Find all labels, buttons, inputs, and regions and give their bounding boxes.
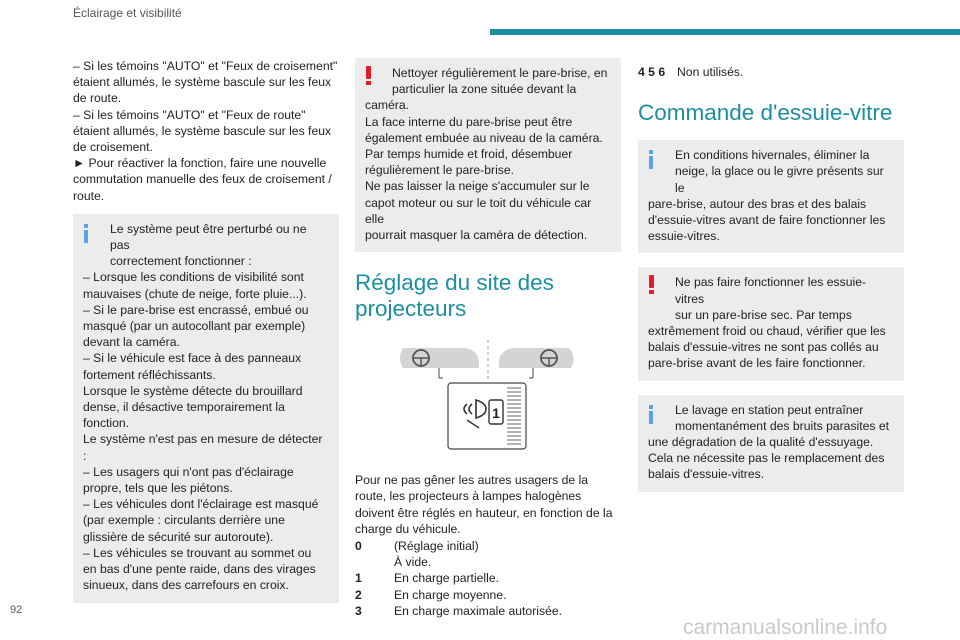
box-line: balais d'essuie-vitres ne sont pas collés au (648, 340, 879, 355)
legend-key: 3 (355, 603, 362, 618)
box-line: – Si le véhicule est face à des panneaux (83, 351, 302, 366)
body-text: Pour ne pas gêner les autres usagers de la route, les projecteurs à lampes halogènes doivent être réglés en hauteur, en fonction de la charge du véhicule. (355, 473, 613, 536)
legend-item (638, 64, 904, 80)
box-line: neige, la glace ou le givre présents sur le (675, 164, 884, 195)
thumbwheel-control (448, 383, 526, 449)
box-line: extrêmement froid ou chaud, vérifier que les (648, 324, 886, 339)
warning-icon (649, 275, 654, 295)
box-line: Nettoyer régulièrement le pare-brise, en (392, 66, 608, 80)
legend-key: 2 (355, 587, 362, 602)
section-heading: Réglage du site des projecteurs (355, 270, 554, 322)
box-line: momentanément des bruits parasites et (675, 418, 890, 433)
legend-item (355, 570, 621, 586)
info-box (73, 214, 339, 603)
box-line: devant la caméra. (83, 335, 180, 350)
paragraph: – Si les témoins "AUTO" et "Feux de route" étaient allumés, le système bascule sur les feux de croisement. (73, 107, 332, 155)
box-line: régulièrement le pare-brise. (365, 163, 515, 178)
box-line: essuie-vitres. (648, 229, 720, 244)
box-line: une dégradation de la qualité d'essuyage. (648, 435, 874, 450)
info-box (638, 395, 904, 492)
dashboard-left-icon (400, 348, 479, 378)
box-line: – Lorsque les conditions de visibilité sont (83, 270, 304, 285)
dashboard-right-icon (499, 348, 574, 378)
info-box (638, 140, 904, 253)
warning-icon (366, 66, 371, 86)
box-line: La face interne du pare-brise peut être (365, 114, 573, 129)
column-2 (355, 58, 621, 619)
box-line: pourrait masquer la caméra de détection. (365, 228, 588, 243)
headlamp-adjust-illustration (355, 338, 621, 458)
section-heading: Commande d'essuie-vitre (638, 100, 893, 126)
box-line: Le système n'est pas en mesure de détecter : (83, 432, 323, 463)
box-line: masqué (par un autocollant par exemple) (83, 319, 306, 334)
legend-key: 4 5 6 (638, 65, 666, 79)
legend-text: Non utilisés. (677, 65, 744, 79)
watermark: carmanualsonline.info (683, 616, 888, 639)
headlamp-adjust-figure (355, 338, 621, 458)
legend-item (355, 587, 621, 603)
box-line: En conditions hivernales, éliminer la (675, 148, 870, 163)
info-icon (649, 150, 653, 169)
box-line: correctement fonctionner : (110, 254, 252, 269)
box-line: – Les usagers qui n'ont pas d'éclairage (83, 464, 294, 479)
thumbwheel-value: 1 (492, 405, 500, 422)
column-3 (638, 58, 904, 506)
legend-item (355, 538, 621, 554)
legend-subtext: À vide. (394, 555, 432, 570)
box-line: pare-brise, autour des bras et des balais (648, 196, 867, 211)
paragraph: ► Pour réactiver la fonction, faire une nouvelle commutation manuelle des feux de croisement / route. (73, 156, 332, 203)
box-line: également embuée au niveau de la caméra. (365, 130, 603, 145)
info-icon (649, 405, 653, 424)
box-line: – Si le pare-brise est encrassé, embué ou (83, 302, 309, 317)
legend-text: En charge moyenne. (394, 587, 507, 602)
box-line: Par temps humide et froid, désembuer (365, 147, 573, 162)
box-line: fortement réfléchissants. (83, 367, 216, 382)
box-line: propre, tels que les piétons. (83, 481, 233, 496)
box-line: d'essuie-vitres avant de faire fonctionner les (648, 213, 886, 228)
page-number: 92 (10, 604, 23, 616)
box-line: (par exemple : circulants derrière une (83, 513, 285, 528)
box-line: Cela ne nécessite pas le remplacement des (648, 451, 885, 466)
box-line: mauvaises (chute de neige, forte pluie...). (83, 286, 307, 301)
box-line: Lorsque le système détecte du brouillard (83, 383, 303, 398)
legend-text: En charge maximale autorisée. (394, 603, 563, 618)
box-line: fonction. (83, 416, 130, 431)
legend-item (355, 603, 621, 619)
column-1 (73, 58, 339, 617)
legend-item (355, 554, 621, 570)
box-line: caméra. (365, 98, 410, 113)
box-line: en bas d'une pente raide, dans des virages (83, 562, 316, 577)
legend-text: En charge partielle. (394, 571, 500, 586)
paragraph: – Si les témoins "AUTO" et "Feux de croisement" étaient allumés, le système bascule sur les feux de route. (73, 59, 338, 106)
box-line: glissière de sécurité sur autoroute). (83, 529, 274, 544)
box-line: capot moteur ou sur le toit du véhicule car elle (365, 195, 592, 226)
box-line: Ne pas faire fonctionner les essuie-vitres (675, 275, 867, 306)
box-line: balais d'essuie-vitres. (648, 467, 765, 482)
warning-box (355, 58, 621, 252)
info-icon (84, 224, 88, 243)
legend-text: (Réglage initial) (394, 539, 479, 554)
box-line: dense, il désactive temporairement la (83, 400, 285, 415)
box-line: Ne pas laisser la neige s'accumuler sur le (365, 179, 590, 194)
header-accent-bar (490, 29, 960, 35)
warning-box (638, 267, 904, 380)
legend-key: 1 (355, 571, 362, 586)
box-line: sur un pare-brise sec. Par temps (675, 307, 852, 322)
box-line: particulier la zone située devant la (392, 82, 577, 97)
box-line: – Les véhicules dont l'éclairage est masqué (83, 497, 319, 512)
box-line: Le système peut être perturbé ou ne pas (110, 221, 307, 253)
legend-key: 0 (355, 539, 362, 554)
header-title: Éclairage et visibilité (73, 6, 182, 20)
box-line: Le lavage en station peut entraîner (675, 402, 864, 417)
box-line: – Les véhicules se trouvant au sommet ou (83, 545, 312, 560)
box-line: sinueux, dans des carrefours en croix. (83, 578, 289, 593)
box-line: pare-brise avant de les faire fonctionner. (648, 356, 866, 371)
